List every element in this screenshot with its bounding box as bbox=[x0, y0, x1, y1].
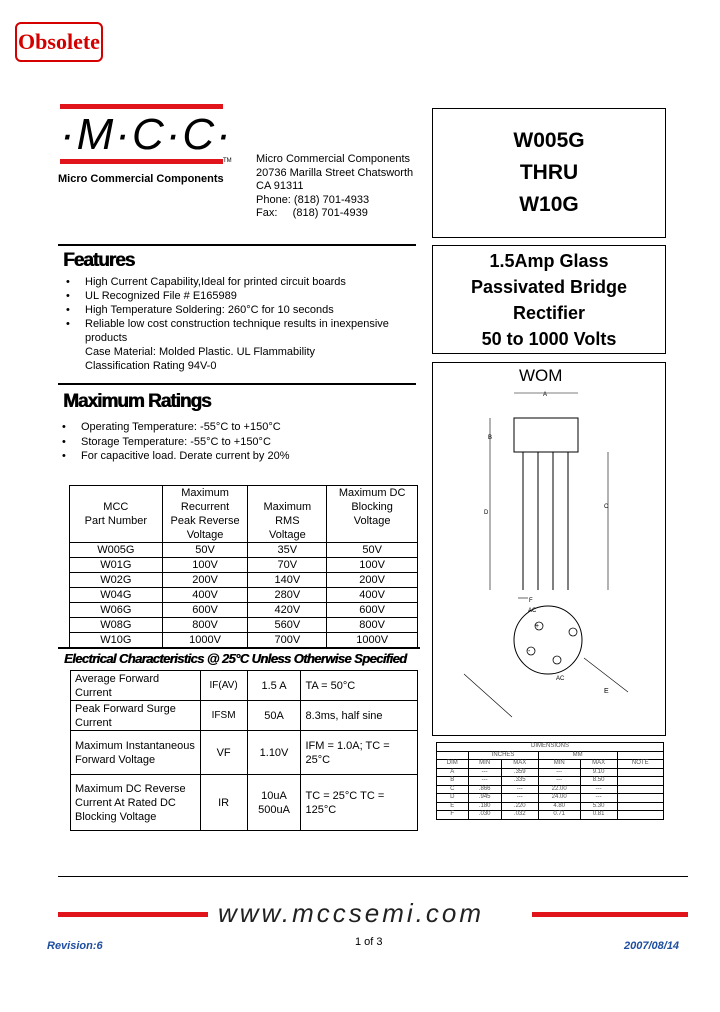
table-row: INCHES MM bbox=[437, 751, 664, 760]
header-vrrm: Maximum Recurrent Peak Reverse Voltage bbox=[162, 486, 248, 543]
electrical-rule bbox=[58, 647, 420, 649]
desc-line: Rectifier bbox=[512, 302, 586, 323]
ratings-title: Maximum Ratings bbox=[63, 391, 211, 412]
condition-cell: IFM = 1.0A; TC = 25°C bbox=[301, 731, 418, 775]
value-cell: 1.10V bbox=[247, 731, 301, 775]
table-row: DIMENSIONS bbox=[437, 743, 664, 752]
dimensions-table bbox=[436, 742, 664, 820]
table-row: DIM MIN MAX MIN MAX NOTE bbox=[437, 760, 664, 769]
address-line: 20736 Marilla Street Chatsworth bbox=[256, 166, 414, 179]
dim-label-b: B bbox=[488, 435, 493, 441]
features-title: Features bbox=[63, 250, 135, 271]
condition-cell: 8.3ms, half sine bbox=[301, 701, 418, 731]
footer-bar-left bbox=[58, 912, 208, 917]
table-row bbox=[71, 671, 418, 701]
logo-bottom-bar bbox=[60, 159, 223, 164]
table-row bbox=[71, 701, 418, 731]
dim-label-c: C bbox=[604, 504, 609, 510]
revision-text: Revision:6 bbox=[47, 940, 103, 952]
date-text: 2007/08/14 bbox=[624, 940, 680, 952]
website-link[interactable]: www.mccsemi.com bbox=[218, 898, 485, 928]
table-row: F .030 .032 0.71 0.81 bbox=[437, 811, 664, 820]
header-vrms: Maximum RMS Voltage bbox=[248, 486, 327, 543]
feature-item: • UL Recognized File # E165989 bbox=[62, 289, 422, 303]
table-row: W02G 200V 140V 200V bbox=[70, 573, 418, 588]
feature-continuation: Classification Rating 94V-0 bbox=[85, 360, 217, 372]
table-row: A --- .359 --- 9.10 bbox=[437, 768, 664, 777]
package-name: WOM bbox=[519, 366, 563, 385]
value-cell: 10uA 500uA bbox=[247, 775, 301, 831]
dim-label-f: F bbox=[529, 598, 533, 604]
table-row: E .180 .220 4.80 5.30 bbox=[437, 802, 664, 811]
part-last: W10G bbox=[519, 193, 579, 216]
company-address bbox=[256, 153, 413, 221]
features-list bbox=[62, 275, 422, 373]
part-thru: THRU bbox=[519, 161, 579, 184]
logo-subtitle: Micro Commercial Components bbox=[58, 173, 224, 185]
ac-label: AC bbox=[556, 676, 565, 682]
dim-label-a: A bbox=[542, 392, 548, 398]
address-line: Fax: (818) 701-4939 bbox=[256, 207, 368, 220]
dim-label-e: E bbox=[604, 688, 609, 695]
condition-cell: TC = 25°C TC = 125°C bbox=[301, 775, 418, 831]
part-number-box bbox=[432, 108, 666, 238]
desc-line: 1.5Amp Glass bbox=[489, 250, 609, 271]
package-body bbox=[514, 418, 578, 452]
page-number: 1 of 3 bbox=[355, 936, 383, 948]
polarity-minus: - bbox=[528, 648, 531, 655]
table-row: W08G 800V 560V 800V bbox=[70, 618, 418, 633]
rating-item: • For capacitive load. Derate current by 20% bbox=[58, 449, 418, 464]
table-row: W10G 1000V 700V 1000V bbox=[70, 633, 418, 648]
param-cell: Maximum DC Reverse Current At Rated DC Blocking Voltage bbox=[71, 775, 201, 831]
param-cell: Average Forward Current bbox=[71, 671, 201, 701]
feature-item: • High Current Capability,Ideal for printed circuit boards bbox=[62, 275, 422, 289]
rating-item: • Operating Temperature: -55°C to +150°C bbox=[58, 420, 418, 435]
condition-cell: TA = 50°C bbox=[301, 671, 418, 701]
table-row: D .945 --- 24.00 --- bbox=[437, 794, 664, 803]
header-part: MCC Part Number bbox=[70, 486, 163, 543]
feature-continuation: products bbox=[85, 332, 128, 344]
mcc-logo: ·M·C·C· bbox=[60, 110, 233, 159]
symbol-cell: IFSM bbox=[200, 701, 247, 731]
param-cell: Maximum Instantaneous Forward Voltage bbox=[71, 731, 201, 775]
table-row: C .866 --- 22.00 --- bbox=[437, 785, 664, 794]
footer-bar-right bbox=[532, 912, 688, 917]
table-row bbox=[71, 731, 418, 775]
dim-line-e bbox=[584, 658, 628, 692]
dim-line-e bbox=[464, 674, 512, 717]
table-row: W005G 50V 35V 50V bbox=[70, 543, 418, 558]
rating-item: • Storage Temperature: -55°C to +150°C bbox=[58, 435, 418, 450]
address-line: Micro Commercial Components bbox=[256, 153, 411, 165]
polarity-plus: + bbox=[535, 623, 540, 630]
bottom-view bbox=[514, 606, 582, 674]
table-row: W06G 600V 420V 600V bbox=[70, 603, 418, 618]
value-cell: 50A bbox=[247, 701, 301, 731]
obsolete-stamp: Obsolete bbox=[15, 22, 103, 62]
ratings-rule bbox=[58, 383, 416, 385]
ratings-list bbox=[58, 420, 418, 464]
footer-top-rule bbox=[58, 876, 688, 877]
part-first: W005G bbox=[513, 129, 585, 152]
electrical-title: Electrical Characteristics @ 25°C Unless Otherwise Specified bbox=[64, 651, 407, 666]
package-drawing bbox=[432, 362, 666, 736]
address-line: Phone: (818) 701-4933 bbox=[256, 193, 370, 206]
desc-line: Passivated Bridge bbox=[470, 276, 628, 297]
feature-continuation: Case Material: Molded Plastic. UL Flammability bbox=[85, 346, 316, 358]
header-vdc: Maximum DC Blocking Voltage bbox=[327, 486, 418, 543]
logo-top-bar bbox=[60, 104, 223, 109]
ac-label: AC bbox=[528, 608, 537, 614]
features-rule bbox=[58, 244, 416, 246]
table-row: B --- .335 --- 8.50 bbox=[437, 777, 664, 786]
address-line: CA 91311 bbox=[256, 180, 304, 193]
feature-item: • Reliable low cost construction technique results in inexpensive bbox=[62, 317, 422, 331]
description-box bbox=[432, 245, 666, 354]
table-row: W04G 400V 280V 400V bbox=[70, 588, 418, 603]
electrical-table bbox=[70, 670, 418, 831]
dim-label-d: D bbox=[484, 510, 489, 516]
trademark-mark: TM bbox=[223, 158, 232, 164]
symbol-cell: IR bbox=[200, 775, 247, 831]
table-row: W01G 100V 70V 100V bbox=[70, 558, 418, 573]
symbol-cell: VF bbox=[200, 731, 247, 775]
param-cell: Peak Forward Surge Current bbox=[71, 701, 201, 731]
table-row bbox=[71, 775, 418, 831]
symbol-cell: IF(AV) bbox=[200, 671, 247, 701]
ratings-table bbox=[69, 485, 418, 648]
desc-line: 50 to 1000 Volts bbox=[481, 328, 617, 349]
value-cell: 1.5 A bbox=[247, 671, 301, 701]
feature-item: • High Temperature Soldering: 260°C for 10 seconds bbox=[62, 303, 422, 317]
ratings-header-row bbox=[70, 486, 418, 543]
